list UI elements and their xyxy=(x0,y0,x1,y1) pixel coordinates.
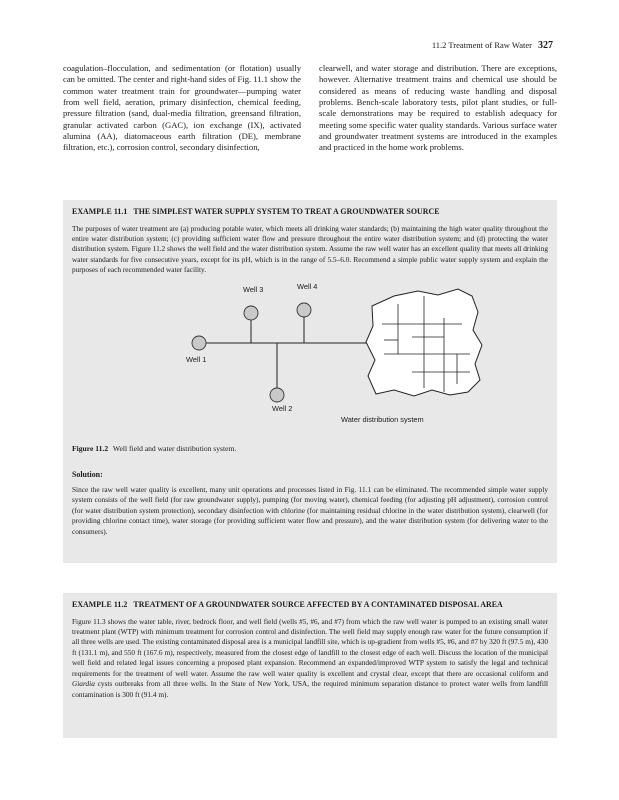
example-body: The purposes of water treatment are (a) producing potable water, which meets all drinking water standards; (b) maintaining the high water quality throughout the entire water distribution system; (c) providing sufficient water flow and pressure throughout the entire water distribution system; and (d) protecting the water distribution system. Figure 11.2 shows the well field and the water distribution system. Assume the raw well water has an excellent quality that meets all drinking water standards for five consecutive years, except for its pH, which is in the range of 5.5–6.0. Recommend a simple public water supply system and explain the purposes of each recommended water facility. xyxy=(72,223,548,275)
figure-caption xyxy=(72,444,548,454)
example-11-1 xyxy=(63,200,557,563)
intro-right-column: clearwell, and water storage and distribution. There are exceptions, however. Alternative treatment trains and chemical use should be considered as means of reducing waste handling and disposal problems. Bench-scale laboratory tests, pilot plant studies, or full-scale demonstrations may be required to establish adequacy for meeting some specific water quality standards. Various surface water and groundwater treatment systems are introduced in the examples and practiced in the home work problems. xyxy=(319,63,557,153)
example-body xyxy=(72,617,548,701)
solution-body: Since the raw well water quality is excellent, many unit operations and processes listed in Fig. 11.1 can be eliminated. The recommended simple water supply system consists of the well field (for raw groundwater supply), pumping (for moving water), chemical feeding (for adjusting pH adjustment), corrosion control (for water distribution system protection), secondary disinfection with chlorine (for maintaining residual chlorine in the water distribution system), clearwell (for providing chlorine contact time), water storage (for providing sufficient water flow and pressure), and the water distribution system (for delivering water to the consumers). xyxy=(72,484,548,536)
example-body-part-b: cysts outbreaks from all three wells. In the State of New York, USA, the required minimum separation distance to protect water wells from landfill contamination is 300 ft (91.4 m). xyxy=(72,679,548,699)
well-1-label: Well 1 xyxy=(186,354,207,364)
example-heading: TREATMENT OF A GROUNDWATER SOURCE AFFECTED BY A CONTAMINATED DISPOSAL AREA xyxy=(133,600,503,609)
example-number: EXAMPLE 11.2 xyxy=(72,600,128,609)
example-11-2 xyxy=(63,593,557,738)
well-2-label: Well 2 xyxy=(272,403,293,413)
giardia-term: Giardia xyxy=(72,679,95,689)
example-title xyxy=(72,600,548,611)
intro-left-column: coagulation–flocculation, and sedimentation (or flotation) usually can be omitted. The center and right-hand sides of Fig. 11.1 show the common water treatment train for groundwater—pumping water from well field, aeration, primary disinfection, chemical feeding, pressure filtration (sand, dual-media filtration, greensand filtration, granular activated carbon (GAC), ion exchange (IX), activated alumina (AA), diatomaceous earth filtration (DE), membrane filtration, etc.), corrosion control, secondary disinfection, xyxy=(63,63,301,153)
example-title xyxy=(72,207,548,218)
well-2-icon xyxy=(270,388,284,402)
caption-label: Figure 11.2 xyxy=(72,443,109,453)
well-field-diagram xyxy=(72,282,548,442)
example-body-part-a: Figure 11.3 shows the water table, river, bedrock floor, and well field (wells #5, #6, and #7) from which the raw well water is pumped to an existing small water treatment plant (WTP) with minimum treatment for corrosion control and disinfection. The well field may supply enough raw water for the future consumption if all three wells are used. The existing contaminated disposal area is a municipal landfill site, which is up-gradient from wells #5, #6, and #7 by 320 ft (97.5 m), 430 ft (131.1 m), and 550 ft (167.6 m), respectively, measured from the closest edge of landfill to the closest edge of each well. Discuss the location of the municipal well field and related legal issues concerning a proposed plant expansion. Recommend an expanded/improved WTP system to satisfy the legal and technical requirements for the treatment of well water. Assume the raw well water quality is excellent and crystal clear, except that there are occasional coliform and xyxy=(72,616,548,678)
figure-11-2 xyxy=(72,282,548,442)
caption-text: Well field and water distribution system. xyxy=(112,443,237,453)
solution-heading: Solution: xyxy=(72,469,103,479)
running-head xyxy=(432,40,553,51)
well-3-label: Well 3 xyxy=(243,284,264,294)
well-4-label: Well 4 xyxy=(297,281,318,291)
well-3-icon xyxy=(244,306,258,320)
well-1-icon xyxy=(192,336,206,350)
example-number: EXAMPLE 11.1 xyxy=(72,207,128,216)
example-heading: THE SIMPLEST WATER SUPPLY SYSTEM TO TREAT A GROUNDWATER SOURCE xyxy=(133,207,440,216)
page-number: 327 xyxy=(538,40,553,51)
well-4-icon xyxy=(297,303,311,317)
distribution-system-label: Water distribution system xyxy=(341,414,424,424)
section-title: 11.2 Treatment of Raw Water xyxy=(431,40,532,50)
intro-text xyxy=(63,63,557,154)
